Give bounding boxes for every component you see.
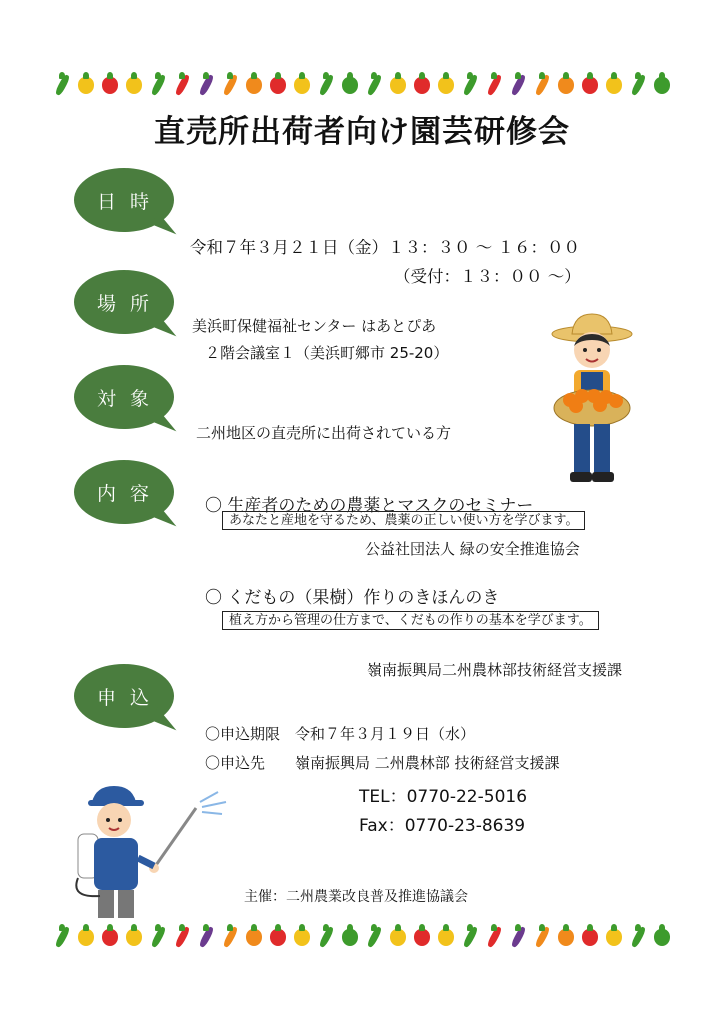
vegetable-icon — [556, 924, 576, 948]
apply-destination: 〇申込先 嶺南振興局 二州農林部 技術経営支援課 — [205, 754, 560, 772]
bubble-apply: 申込 — [74, 664, 174, 728]
content-item1-org: 公益社団法人 緑の安全推進協会 — [365, 540, 580, 558]
vegetable-icon — [532, 72, 552, 96]
vegetable-icon — [244, 924, 264, 948]
vegetable-icon — [364, 924, 384, 948]
datetime-main: 令和７年３月２１日（金）１３：３０ ～ １６：００ — [190, 238, 580, 257]
vegetable-icon — [52, 924, 72, 948]
vegetable-icon — [604, 72, 624, 96]
vegetable-icon — [292, 924, 312, 948]
farmer-with-oranges-icon — [548, 312, 636, 484]
vegetable-icon — [196, 72, 216, 96]
vegetable-icon — [76, 72, 96, 96]
vegetable-icon — [148, 72, 168, 96]
vegetable-icon — [364, 72, 384, 96]
vegetable-icon — [124, 924, 144, 948]
vegetable-icon — [484, 72, 504, 96]
vegetable-icon — [412, 72, 432, 96]
bubble-place: 場所 — [74, 270, 174, 334]
vegetable-icon — [292, 72, 312, 96]
vegetable-icon — [340, 924, 360, 948]
vegetable-icon — [100, 72, 120, 96]
vegetable-icon — [148, 924, 168, 948]
place-line1: 美浜町保健福祉センター はあとぴあ — [192, 317, 437, 335]
vegetable-icon — [436, 72, 456, 96]
vegetable-icon — [124, 72, 144, 96]
vegetable-icon — [580, 924, 600, 948]
vegetable-icon — [316, 924, 336, 948]
vegetable-icon — [76, 924, 96, 948]
vegetable-icon — [508, 72, 528, 96]
page-title: 直売所出荷者向け園芸研修会 — [154, 114, 570, 150]
content-item2-org: 嶺南振興局二州農林部技術経営支援課 — [367, 661, 623, 679]
content-item1-desc: あなたと産地を守るため、農薬の正しい使い方を学びます。 — [222, 511, 585, 530]
vegetable-icon — [652, 72, 672, 96]
vegetable-icon — [388, 72, 408, 96]
vegetable-icon — [460, 924, 480, 948]
vegetable-border-bottom — [52, 918, 672, 954]
vegetable-icon — [172, 72, 192, 96]
organizer: 主催：二州農業改良普及推進協議会 — [244, 889, 468, 905]
vegetable-icon — [532, 924, 552, 948]
vegetable-icon — [196, 924, 216, 948]
vegetable-icon — [556, 72, 576, 96]
target-text: 二州地区の直売所に出荷されている方 — [196, 424, 452, 442]
vegetable-icon — [460, 72, 480, 96]
apply-fax: Fax：0770-23-8639 — [359, 816, 526, 836]
bubble-content: 内容 — [74, 460, 174, 524]
vegetable-icon — [412, 924, 432, 948]
vegetable-icon — [220, 72, 240, 96]
vegetable-icon — [508, 924, 528, 948]
vegetable-icon — [484, 924, 504, 948]
vegetable-icon — [436, 924, 456, 948]
vegetable-icon — [388, 924, 408, 948]
farmer-spraying-icon — [70, 780, 240, 920]
datetime-reception: （受付：１３：００ ～） — [394, 267, 581, 286]
vegetable-icon — [268, 924, 288, 948]
place-line2: ２階会議室１（美浜町郷市 25-20） — [205, 344, 449, 362]
vegetable-icon — [628, 924, 648, 948]
vegetable-icon — [268, 72, 288, 96]
vegetable-icon — [100, 924, 120, 948]
vegetable-icon — [52, 72, 72, 96]
bubble-datetime: 日時 — [74, 168, 174, 232]
vegetable-icon — [316, 72, 336, 96]
vegetable-icon — [220, 924, 240, 948]
vegetable-icon — [604, 924, 624, 948]
vegetable-icon — [628, 72, 648, 96]
apply-deadline: 〇申込期限 令和７年３月１９日（水） — [205, 725, 476, 743]
vegetable-icon — [652, 924, 672, 948]
vegetable-icon — [172, 924, 192, 948]
vegetable-icon — [340, 72, 360, 96]
content-item2-title: 〇 くだもの（果樹）作りのきほんのき — [205, 588, 500, 608]
content-item1-title: 〇 生産者のための農薬とマスクのセミナー — [205, 496, 534, 516]
vegetable-icon — [244, 72, 264, 96]
apply-tel: TEL：0770-22-5016 — [359, 787, 528, 807]
content-item2-desc: 植え方から管理の仕方まで、くだもの作りの基本を学びます。 — [222, 611, 599, 630]
bubble-target: 対象 — [74, 365, 174, 429]
vegetable-icon — [580, 72, 600, 96]
vegetable-border-top — [52, 66, 672, 102]
